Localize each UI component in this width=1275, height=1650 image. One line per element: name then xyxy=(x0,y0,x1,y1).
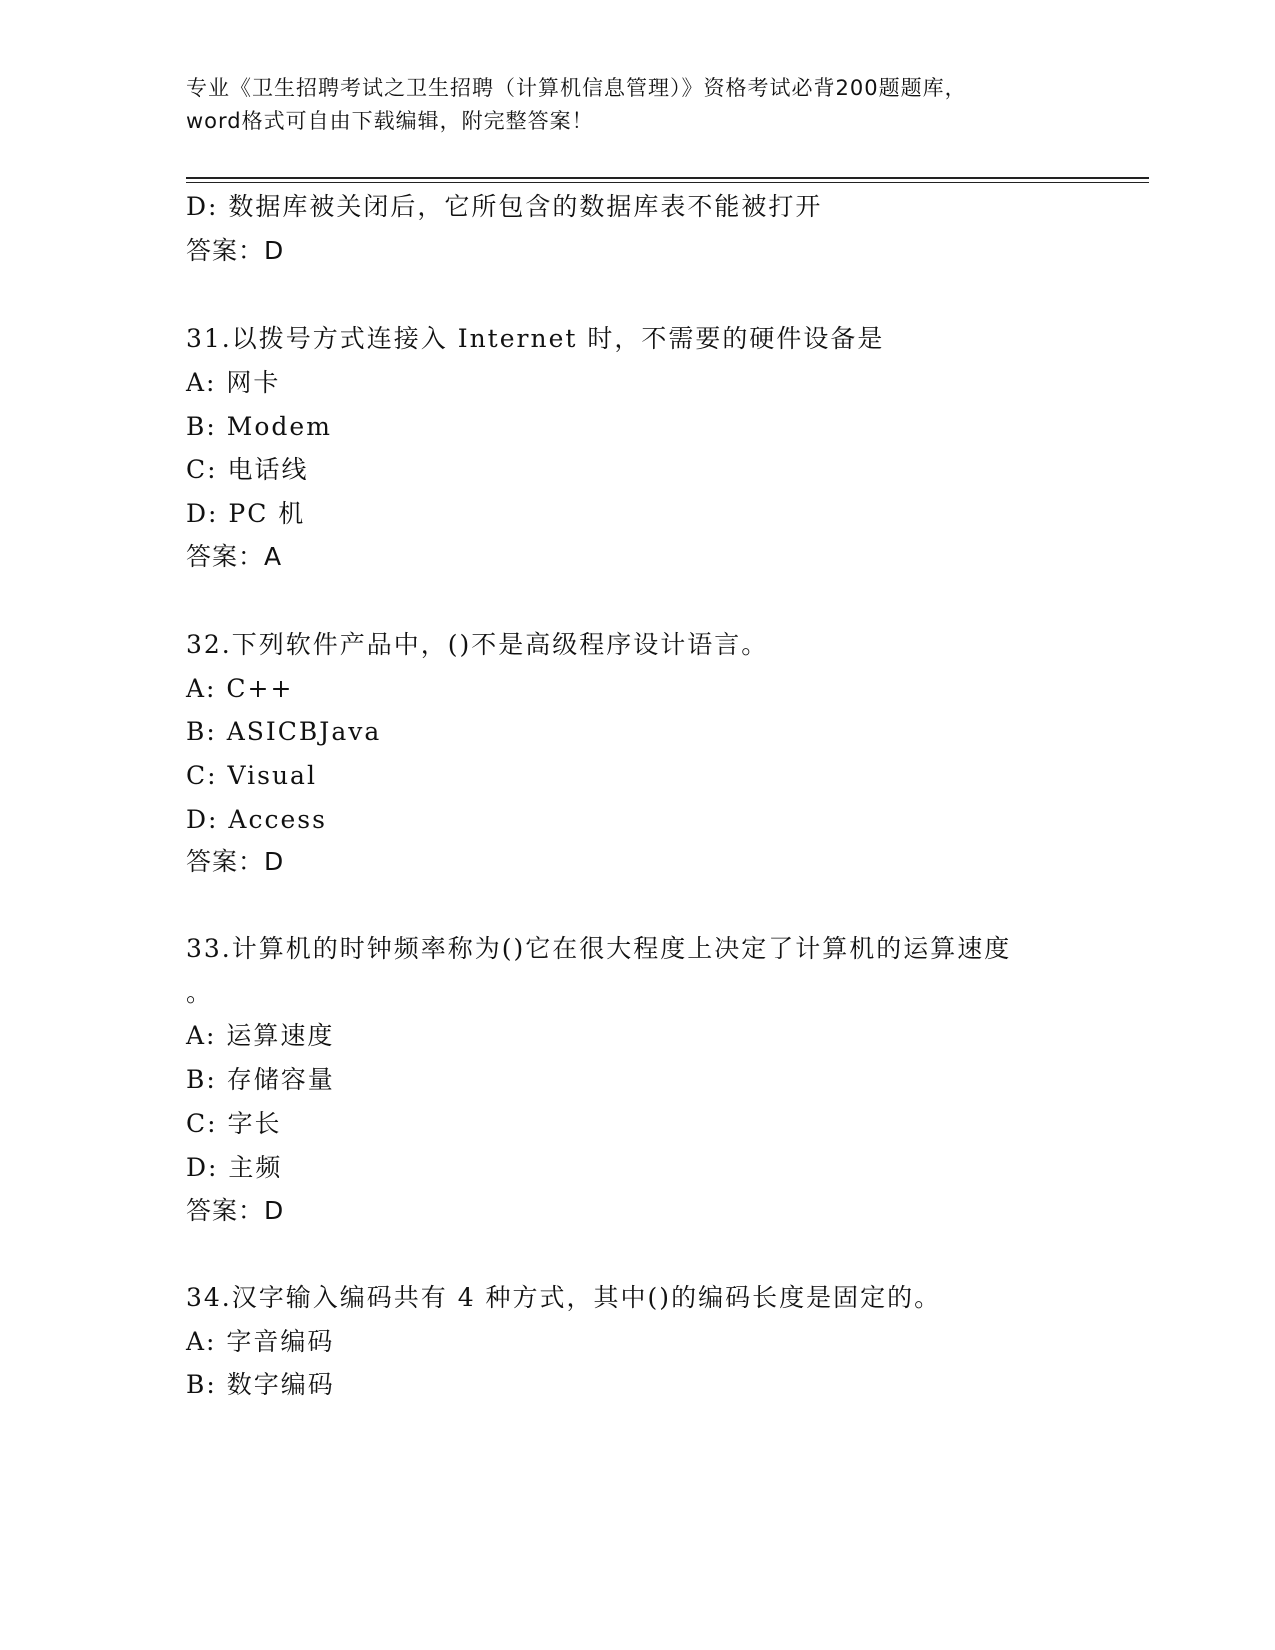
question-32-option-d: D: Access xyxy=(186,805,327,834)
question-34-option-b: B: 数字编码 xyxy=(186,1370,335,1399)
question-34-stem: 34.汉字输入编码共有 4 种方式，其中()的编码长度是固定的。 xyxy=(186,1283,942,1312)
header-title-line-1: 专业《卫生招聘考试之卫生招聘（计算机信息管理）》资格考试必背200题题库， xyxy=(186,76,967,100)
header-divider xyxy=(186,177,1149,179)
question-31-stem: 31.以拨号方式连接入 Internet 时，不需要的硬件设备是 xyxy=(186,324,885,353)
question-32-option-b: B: ASICBJava xyxy=(186,717,382,746)
prev-option-d: D: 数据库被关闭后，它所包含的数据库表不能被打开 xyxy=(186,192,823,221)
question-31-option-b: B: Modem xyxy=(186,412,332,441)
question-33-stem: 33.计算机的时钟频率称为()它在很大程度上决定了计算机的运算速度 xyxy=(186,934,1012,963)
question-33-option-a: A: 运算速度 xyxy=(186,1021,335,1050)
question-33-stem-continued: 。 xyxy=(186,978,214,1007)
question-32-stem: 32.下列软件产品中，()不是高级程序设计语言。 xyxy=(186,630,769,659)
question-31-option-a: A: 网卡 xyxy=(186,368,281,397)
question-32-option-a: A: C++ xyxy=(186,674,294,703)
question-33-option-b: B: 存储容量 xyxy=(186,1065,335,1094)
question-31-option-c: C: 电话线 xyxy=(186,455,309,484)
question-31-answer: 答案：A xyxy=(186,542,283,571)
question-33-option-c: C: 字长 xyxy=(186,1109,282,1138)
prev-answer: 答案：D xyxy=(186,236,285,265)
question-32-answer: 答案：D xyxy=(186,847,285,876)
question-33-answer: 答案：D xyxy=(186,1196,285,1225)
question-33-option-d: D: 主频 xyxy=(186,1153,283,1182)
header-divider-thin xyxy=(186,182,1149,183)
header-title-line-2: word格式可自由下载编辑，附完整答案！ xyxy=(186,109,594,133)
question-34-option-a: A: 字音编码 xyxy=(186,1327,335,1356)
question-32-option-c: C: Visual xyxy=(186,761,317,790)
question-31-option-d: D: PC 机 xyxy=(186,499,306,528)
document-header xyxy=(186,72,1086,138)
